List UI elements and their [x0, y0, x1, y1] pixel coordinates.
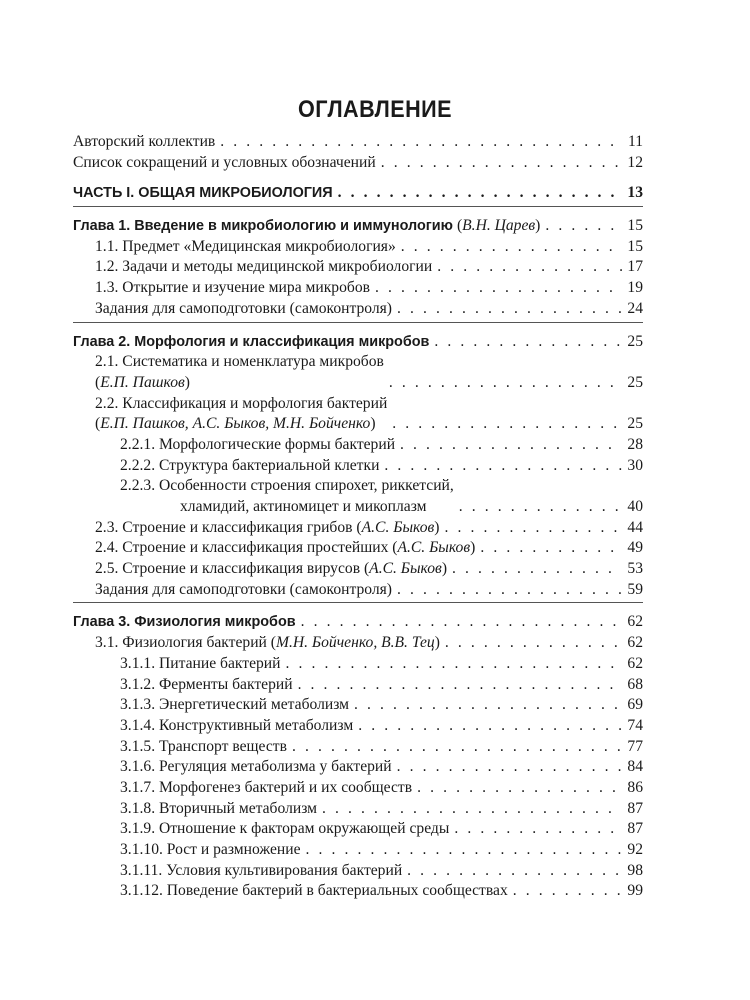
toc-entry-chapter-1[interactable] — [73, 216, 643, 237]
toc-entry-text: Задания для самоподготовки (самоконтроля) — [95, 299, 393, 317]
dot-leader — [384, 456, 622, 477]
toc-entry-text: 3.1.1. Питание бактерий — [120, 654, 281, 672]
toc-page-number: 49 — [627, 539, 643, 557]
toc-page-number: 25 — [627, 332, 643, 350]
toc-page-number: 25 — [627, 373, 643, 391]
dot-leader — [397, 757, 623, 778]
toc-entry-3-1-6[interactable] — [73, 757, 643, 778]
dot-leader — [301, 612, 623, 633]
toc-entry-text: 3.1.11. Условия культивирования бактерий — [120, 861, 403, 879]
dot-leader — [358, 716, 622, 737]
toc-entry-3-1-1[interactable] — [73, 654, 643, 675]
toc-entry-1-tasks[interactable] — [73, 299, 643, 320]
dot-leader — [375, 278, 622, 299]
toc-entry-1-2[interactable] — [73, 257, 643, 278]
dot-leader — [417, 778, 622, 799]
toc-page-number: 40 — [627, 497, 643, 515]
toc-entry-text: 3.1.5. Транспорт веществ — [120, 737, 287, 755]
toc-entry-text: Глава 3. Физиология микробов — [73, 614, 296, 631]
section-author: Е.П. Пашков — [100, 373, 185, 391]
toc-entry-part-1[interactable] — [73, 183, 643, 204]
toc-page-number: 77 — [627, 737, 643, 755]
toc-entry-authors[interactable] — [73, 132, 643, 153]
toc-page-number: 13 — [627, 184, 643, 202]
toc-page-number: 12 — [627, 153, 643, 171]
toc-page-number: 87 — [627, 799, 643, 817]
toc-entry-2-5[interactable] — [73, 559, 643, 580]
toc-entry-2-tasks[interactable] — [73, 580, 643, 601]
toc-entry-text: Задания для самоподготовки (самоконтроля) — [95, 580, 393, 598]
toc-page-number: 62 — [627, 654, 643, 672]
dot-leader — [292, 737, 622, 758]
toc-entry-line: (Е.П. Пашков) — [95, 373, 190, 391]
toc-entry-line: хламидий, актиномицет и микоплазм — [180, 498, 427, 515]
toc-entry-text: 3.1.2. Ферменты бактерий — [120, 675, 293, 693]
toc-entry-1-1[interactable] — [73, 237, 643, 258]
section-divider — [73, 206, 643, 216]
section-author: М.Н. Бойченко, В.В. Тец — [275, 634, 435, 652]
toc-entry-2-2-2[interactable] — [73, 456, 643, 477]
toc-entry-3-1-12[interactable] — [73, 881, 643, 902]
toc-entry-3-1[interactable] — [73, 633, 643, 654]
toc-entry-2-2-3[interactable] — [73, 476, 643, 517]
toc-page-number: 11 — [627, 133, 643, 150]
section-title: 2.4. Строение и классификация простейших — [95, 539, 389, 557]
toc-entry-text: 3.1.12. Поведение бактерий в бактериальных сообществах — [120, 882, 508, 900]
toc-page-number: 24 — [627, 299, 643, 317]
dot-leader — [480, 538, 622, 559]
dot-leader — [397, 580, 622, 601]
toc-entry-text: 1.3. Открытие и изучение мира микробов — [95, 279, 370, 297]
toc-page-number: 25 — [627, 415, 643, 433]
toc-page-number: 84 — [627, 758, 643, 776]
toc-entry-3-1-10[interactable] — [73, 840, 643, 861]
dot-leader — [445, 633, 623, 654]
toc-entry-line: 2.1. Систематика и номенклатура микробов — [95, 353, 384, 371]
section-title: 3.1. Физиология бактерий — [95, 634, 267, 652]
toc-page-number: 62 — [627, 613, 643, 631]
dot-leader — [513, 881, 623, 902]
section-title: 2.5. Строение и классификация вирусов — [95, 560, 361, 578]
section-divider — [73, 602, 643, 612]
toc-entry-line: 2.2.3. Особенности строения спирохет, риккетсий, — [120, 477, 454, 495]
toc-page-number: 15 — [627, 237, 643, 255]
toc-page-number: 53 — [627, 560, 643, 578]
dot-leader — [381, 153, 623, 174]
dot-leader — [397, 299, 622, 320]
dot-leader — [454, 819, 622, 840]
toc-entry-text: 3.1.8. Вторичный метаболизм — [120, 799, 318, 817]
toc-entry-text: 3.1.7. Морфогенез бактерий и их сообществ — [120, 778, 413, 796]
dot-leader — [354, 695, 622, 716]
toc-entry-text: ЧАСТЬ I. ОБЩАЯ МИКРОБИОЛОГИЯ — [73, 185, 333, 202]
toc-entry-3-1-9[interactable] — [73, 819, 643, 840]
toc-entry-text: 3.1.3. Энергетический метаболизм — [120, 696, 350, 714]
dot-leader — [306, 840, 623, 861]
toc-entry-text: 3.1.10. Рост и размножение — [120, 841, 301, 858]
toc-entry-text: Список сокращений и условных обозначений — [73, 153, 376, 171]
toc-entry-1-3[interactable] — [73, 278, 643, 299]
dot-leader — [322, 799, 622, 820]
toc-page-number: 15 — [627, 217, 643, 235]
toc-page-number: 59 — [627, 580, 643, 598]
toc-page-number: 62 — [627, 634, 643, 652]
toc-page-number: 74 — [627, 716, 643, 734]
toc-entry-text: 3.1.6. Регуляция метаболизма у бактерий — [120, 758, 392, 776]
toc-entry-2-1[interactable] — [73, 352, 643, 393]
toc-entry-text — [95, 394, 387, 435]
toc-entry-text: Глава 1. Введение в микробиологию и иммунологию (В.Н. Царев) — [73, 217, 541, 235]
dot-leader — [437, 257, 622, 278]
toc-page-number: 98 — [627, 861, 643, 879]
toc-entry-text: 3.1.4. Конструктивный метаболизм — [120, 716, 354, 734]
toc-page-number: 87 — [627, 820, 643, 838]
toc-page-number: 44 — [627, 518, 643, 536]
dot-leader — [285, 654, 622, 675]
section-author: А.С. Быков — [397, 539, 471, 557]
toc-page-number: 69 — [627, 696, 643, 714]
toc-entry-text: 3.1.9. Отношение к факторам окружающей среды — [120, 820, 450, 838]
toc-entry-chapter-2[interactable] — [73, 332, 643, 353]
section-divider — [73, 322, 643, 332]
toc-entry-text: 2.4. Строение и классификация простейших (А.С. Быков) — [95, 539, 476, 557]
toc-entry-2-2[interactable] — [73, 394, 643, 435]
toc-page-number: 28 — [627, 435, 643, 453]
toc-entry-text — [120, 476, 454, 517]
toc-entry-2-3[interactable] — [73, 518, 643, 539]
toc-page-number: 99 — [627, 882, 643, 900]
toc-entry-line: (Е.П. Пашков, А.С. Быков, М.Н. Бойченко) — [95, 415, 376, 433]
toc-entry-chapter-3[interactable] — [73, 612, 643, 633]
dot-leader — [434, 332, 622, 353]
section-author: Е.П. Пашков, А.С. Быков, М.Н. Бойченко — [100, 415, 371, 433]
dot-leader — [459, 497, 623, 518]
dot-leader — [401, 237, 623, 258]
toc-entry-3-1-2[interactable] — [73, 675, 643, 696]
toc-entry-text: 2.3. Строение и классификация грибов (А.С. Быков) — [95, 518, 440, 536]
chapter-title: Глава 1. Введение в микробиологию и иммунологию — [73, 218, 453, 235]
chapter-author: В.Н. Царев — [462, 217, 536, 235]
toc-entry-text: 2.2.1. Морфологические формы бактерий — [120, 435, 396, 453]
dot-leader — [400, 435, 622, 456]
toc-entry-3-1-5[interactable] — [73, 737, 643, 758]
toc-page-number: 17 — [627, 258, 643, 276]
toc-entry-line: 2.2. Классификация и морфология бактерий — [95, 394, 388, 412]
page-title: ОГЛАВЛЕНИЕ — [298, 96, 452, 123]
toc-entry-2-4[interactable] — [73, 538, 643, 559]
dot-leader — [389, 373, 623, 394]
dot-leader — [392, 414, 622, 435]
toc-page-number: 30 — [627, 456, 643, 474]
toc-entry-3-1-3[interactable] — [73, 695, 643, 716]
section-author: А.С. Быков — [361, 518, 435, 536]
toc-page-number: 19 — [627, 279, 643, 297]
toc-entry-text: Авторский коллектив — [73, 133, 216, 150]
section-title: 2.3. Строение и классификация грибов — [95, 518, 353, 536]
spacer — [73, 173, 643, 183]
toc-entry-3-1-8[interactable] — [73, 799, 643, 820]
toc-entry-text: 3.1. Физиология бактерий (М.Н. Бойченко, В.В. Тец) — [95, 634, 440, 652]
toc-page-number: 86 — [627, 778, 643, 796]
toc-page-number: 68 — [627, 675, 643, 693]
toc-entry-3-1-4[interactable] — [73, 716, 643, 737]
toc-entry-3-1-7[interactable] — [73, 778, 643, 799]
toc-entry-text: 1.2. Задачи и методы медицинской микробиологии — [95, 258, 433, 276]
section-author: А.С. Быков — [369, 560, 442, 578]
dot-leader — [220, 132, 623, 153]
toc-entry-3-1-11[interactable] — [73, 861, 643, 882]
toc-entry-text: 2.5. Строение и классификация вирусов (А.С. Быков) — [95, 560, 448, 578]
toc-entry-text: 1.1. Предмет «Медицинская микробиология» — [95, 237, 396, 255]
dot-leader — [338, 183, 623, 204]
toc-entry-2-2-1[interactable] — [73, 435, 643, 456]
toc-page-number: 92 — [627, 841, 643, 858]
toc-entry-text: 2.2.2. Структура бактериальной клетки — [120, 456, 380, 474]
dot-leader — [407, 861, 622, 882]
table-of-contents — [73, 132, 643, 902]
dot-leader — [452, 559, 622, 580]
dot-leader — [545, 216, 622, 237]
toc-entry-text: Глава 2. Морфология и классификация микробов — [73, 333, 430, 350]
dot-leader — [444, 518, 622, 539]
toc-entry-abbreviations[interactable] — [73, 153, 643, 174]
dot-leader — [298, 675, 623, 696]
toc-entry-text — [95, 352, 384, 393]
